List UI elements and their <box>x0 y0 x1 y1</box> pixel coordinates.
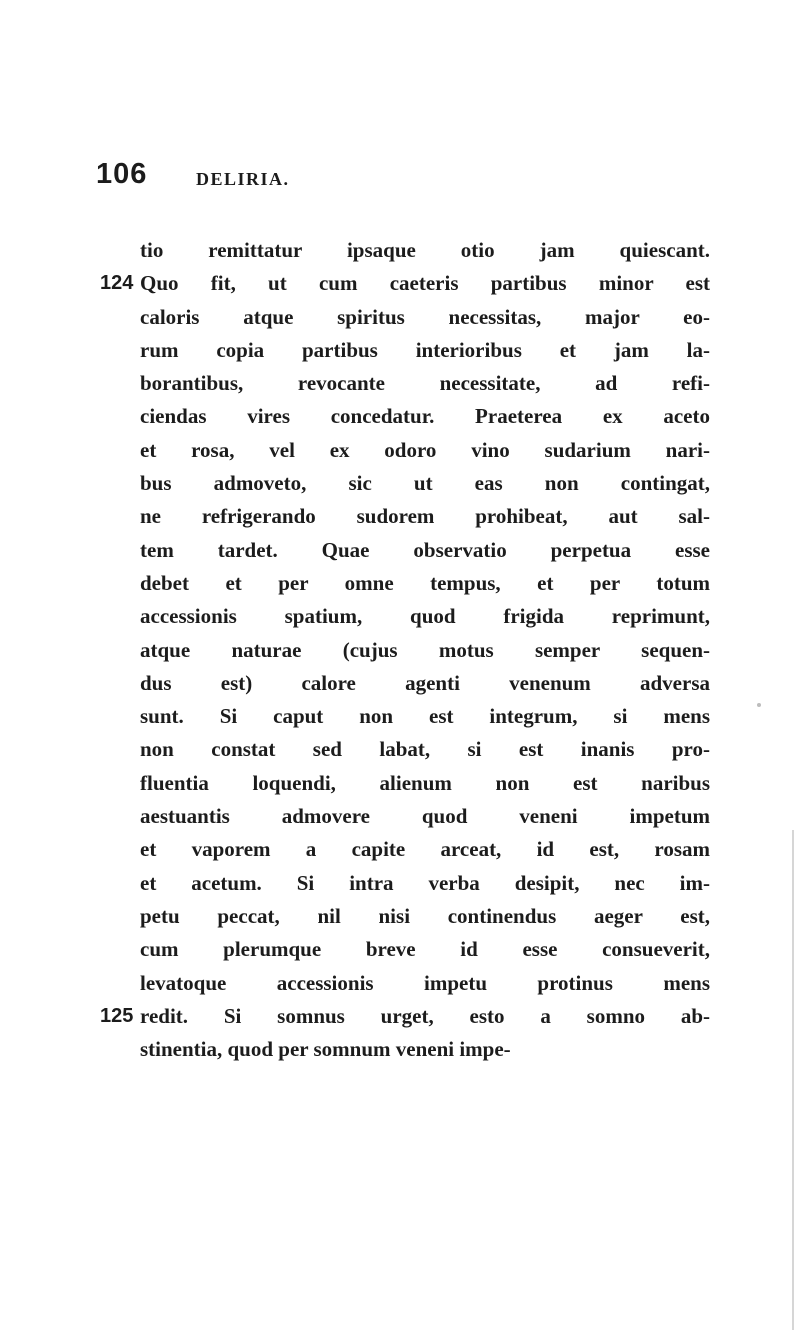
text-line <box>100 1000 710 1033</box>
page-number: 106 <box>96 158 148 190</box>
text-line: debet et per omne tempus, et per totum <box>140 570 710 595</box>
page-edge-shadow <box>792 830 794 1330</box>
text-line: atque naturae (cujus motus semper sequen- <box>140 637 710 662</box>
text-line: caloris atque spiritus necessitas, major eo- <box>140 304 710 329</box>
text-line: aestuantis admovere quod veneni impetum <box>140 804 710 829</box>
ink-speck <box>757 703 761 707</box>
text-line: rum copia partibus interioribus et jam la- <box>140 337 710 362</box>
body-text <box>100 234 710 1066</box>
text-line: et vaporem a capite arceat, id est, rosam <box>140 837 710 862</box>
text-line: non constat sed labat, si est inanis pro- <box>140 737 710 762</box>
text-line: cum plerumque breve id esse consueverit, <box>140 937 710 962</box>
section-number: 125 <box>100 1004 134 1027</box>
text-line: bus admoveto, sic ut eas non contingat, <box>140 471 710 496</box>
text-line: et acetum. Si intra verba desipit, nec im- <box>140 870 710 895</box>
text-line: dus est) calore agenti venenum adversa <box>140 670 710 695</box>
text-line: stinentia, quod per somnum veneni impe- <box>140 1037 511 1062</box>
text-line: levatoque accessionis impetu protinus mens <box>140 970 710 995</box>
text-line: sunt. Si caput non est integrum, si mens <box>140 704 710 729</box>
text-line: ne refrigerando sudorem prohibeat, aut sal- <box>140 504 710 529</box>
text-line <box>100 267 710 300</box>
text-line: tio remittatur ipsaque otio jam quiescant. <box>140 238 710 262</box>
text-line: fluentia loquendi, alienum non est naribus <box>140 770 710 795</box>
page-header <box>96 158 696 198</box>
text-line: petu peccat, nil nisi continendus aeger est, <box>140 903 710 928</box>
section-number: 124 <box>100 272 134 295</box>
text-line: tem tardet. Quae observatio perpetua esse <box>140 537 710 562</box>
text-line: ciendas vires concedatur. Praeterea ex aceto <box>140 404 710 429</box>
running-head: DELIRIA. <box>196 169 290 189</box>
text-line: accessionis spatium, quod frigida reprimunt, <box>140 604 710 629</box>
text-line-content: redit. Si somnus urget, esto a somno ab- <box>140 1003 710 1028</box>
text-line: et rosa, vel ex odoro vino sudarium nari- <box>140 437 710 462</box>
text-line-content: Quo fit, ut cum caeteris partibus minor est <box>140 271 710 296</box>
text-line: borantibus, revocante necessitate, ad refi- <box>140 371 710 396</box>
